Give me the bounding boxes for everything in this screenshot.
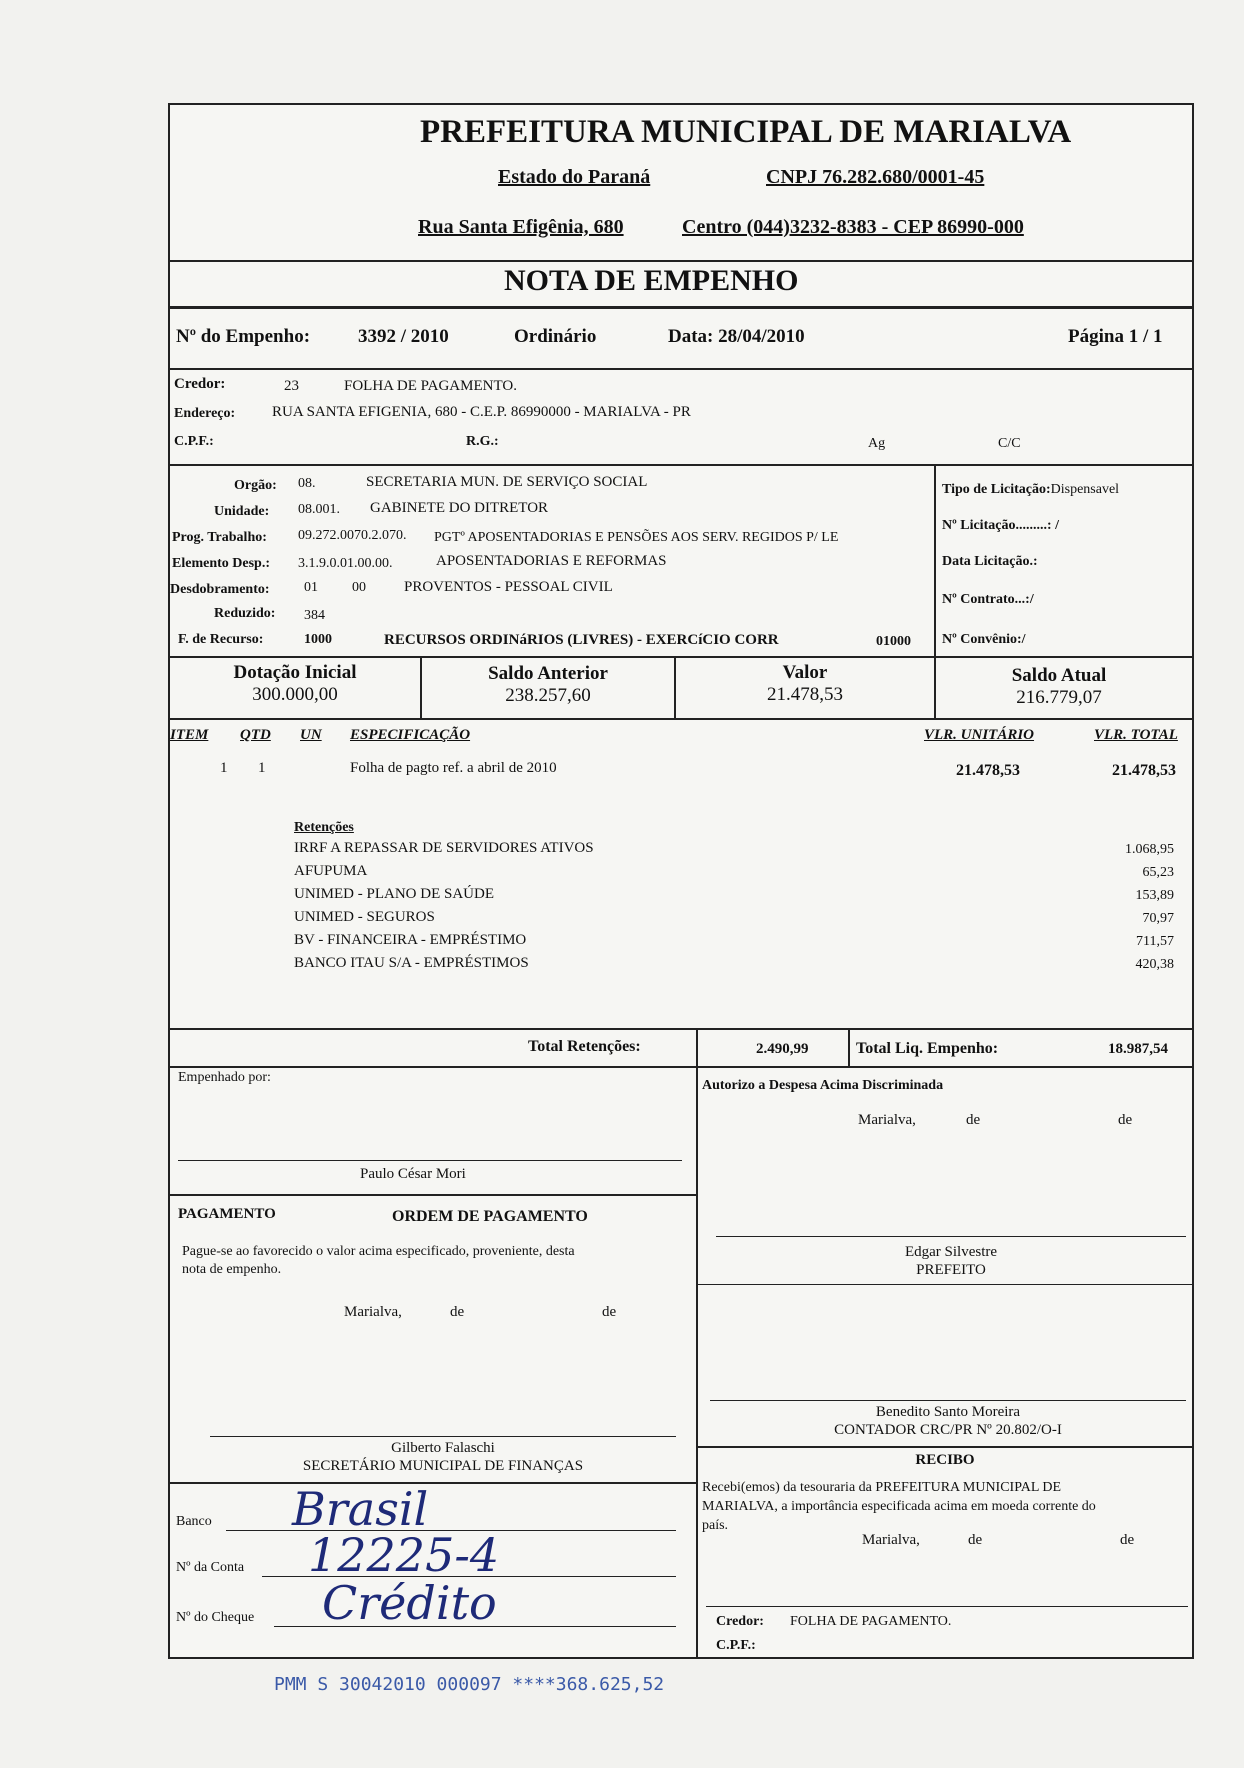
prog-name: PGTº APOSENTADORIAS E PENSÕES AOS SERV. REGIDOS P/ LE: [434, 530, 839, 545]
licitacao-number: Nº Licitação.........: /: [942, 518, 1059, 533]
col-un: UN: [300, 727, 322, 743]
recibo-line2: MARIALVA, a importância especificada acima em moeda corrente do: [702, 1499, 1096, 1514]
list-item: UNIMED - PLANO DE SAÚDE: [294, 886, 494, 902]
autorizo-de1: de: [966, 1112, 981, 1128]
banco-handwriting: Brasil: [292, 1482, 429, 1536]
col-unit-value: VLR. UNITÁRIO: [924, 727, 1035, 743]
recibo-de1: de: [968, 1532, 983, 1548]
unidade-code: 08.001.: [298, 502, 340, 517]
cheque-label: Nº do Cheque: [176, 1610, 255, 1625]
contract-number: Nº Contrato...:/: [942, 592, 1034, 607]
col-item: ITEM: [170, 727, 209, 743]
empenhado-label: Empenhado por:: [178, 1070, 271, 1085]
payment-stamp: PMM S 30042010 000097 ****368.625,52: [274, 1674, 665, 1695]
list-item-value: 420,38: [1135, 957, 1174, 972]
pague-text-line1: Pague-se ao favorecido o valor acima especificado, proveniente, desta: [182, 1244, 575, 1259]
list-item: AFUPUMA: [294, 863, 368, 879]
list-item: UNIMED - SEGUROS: [294, 909, 435, 925]
retencoes-title: Retenções: [294, 820, 354, 835]
empenho-number: 3392 / 2010: [358, 326, 449, 347]
total-liquido-value: 18.987,54: [1108, 1041, 1168, 1057]
orgao-name: SECRETARIA MUN. DE SERVIÇO SOCIAL: [366, 474, 648, 490]
list-item-value: 1.068,95: [1125, 842, 1174, 857]
secretario-name: Gilberto Falaschi: [391, 1440, 495, 1456]
total-box-saldo-atual: Saldo Atual 216.779,07: [1011, 665, 1107, 708]
col-total-value: VLR. TOTAL: [1094, 727, 1178, 743]
desdobramento-name: PROVENTOS - PESSOAL CIVIL: [404, 579, 613, 595]
conta-label: Nº da Conta: [176, 1560, 245, 1575]
state-label: Estado do Paraná: [498, 166, 651, 188]
recibo-city: Marialva,: [862, 1532, 920, 1548]
rg-label: R.G.:: [466, 434, 499, 449]
list-item: BANCO ITAU S/A - EMPRÉSTIMOS: [294, 955, 529, 971]
unidade-label: Unidade:: [214, 504, 270, 519]
reduzido-value: 384: [304, 608, 325, 623]
contador-name: Benedito Santo Moreira: [875, 1404, 1021, 1420]
list-item-value: 65,23: [1142, 865, 1174, 880]
desdobramento-code2: 00: [352, 580, 366, 595]
reduzido-label: Reduzido:: [214, 606, 276, 621]
pague-city: Marialva,: [344, 1304, 402, 1320]
empenho-number-label: Nº do Empenho:: [176, 326, 311, 347]
recibo-de2: de: [1120, 1532, 1135, 1548]
list-item: IRRF A REPASSAR DE SERVIDORES ATIVOS: [294, 840, 594, 856]
autorizo-label: Autorizo a Despesa Acima Discriminada: [702, 1078, 944, 1093]
col-qtd: QTD: [240, 727, 271, 743]
pague-de1: de: [450, 1304, 465, 1320]
unidade-name: GABINETE DO DITRETOR: [370, 500, 549, 516]
address-label: Endereço:: [174, 406, 236, 421]
cheque-handwriting: Crédito: [322, 1576, 497, 1630]
prefeito-name: Edgar Silvestre: [904, 1244, 998, 1260]
elemento-name: APOSENTADORIAS E REFORMAS: [436, 553, 667, 569]
autorizo-city: Marialva,: [858, 1112, 916, 1128]
recibo-title: RECIBO: [915, 1452, 975, 1468]
credor-address: RUA SANTA EFIGENIA, 680 - C.E.P. 86990000 - MARIALVA - PR: [272, 404, 691, 420]
conta-handwriting: 12225-4: [308, 1528, 500, 1582]
prefeito-title: PREFEITO: [916, 1262, 986, 1278]
municipality-title: PREFEITURA MUNICIPAL DE MARIALVA: [420, 114, 1072, 150]
desdobramento-code1: 01: [304, 580, 318, 595]
credor-code: 23: [284, 378, 299, 394]
empenhado-name: Paulo César Mori: [360, 1166, 466, 1182]
recurso-label: F. de Recurso:: [178, 632, 264, 647]
list-item-value: 711,57: [1136, 934, 1174, 949]
recurso-code: 1000: [304, 632, 332, 647]
autorizo-de2: de: [1118, 1112, 1133, 1128]
total-retencoes-label: Total Retenções:: [528, 1038, 641, 1055]
convenio-number: Nº Convênio:/: [942, 632, 1026, 647]
credor-label: Credor:: [174, 376, 226, 392]
prog-code: 09.272.0070.2.070.: [298, 528, 407, 543]
recurso-name: RECURSOS ORDINáRIOS (LIVRES) - EXERCíCIO CORR: [384, 632, 779, 648]
list-item-value: 153,89: [1135, 888, 1174, 903]
pague-de2: de: [602, 1304, 617, 1320]
empenho-type: Ordinário: [514, 326, 597, 347]
district-phone-cep: Centro (044)3232-8383 - CEP 86990-000: [682, 216, 1024, 238]
total-box-valor: Valor 21.478,53: [767, 662, 843, 705]
pagamento-label: PAGAMENTO: [178, 1206, 276, 1222]
street-address: Rua Santa Efigênia, 680: [418, 216, 624, 238]
list-item: BV - FINANCEIRA - EMPRÉSTIMO: [294, 932, 527, 948]
table-row: 1 1 Folha de pagto ref. a abril de 2010 21.478,53 21.478,53: [220, 760, 1176, 779]
elemento-label: Elemento Desp.:: [172, 556, 270, 571]
orgao-code: 08.: [298, 476, 316, 491]
total-box-dotacao: Dotação Inicial 300.000,00: [233, 662, 357, 705]
cnpj-label: CNPJ 76.282.680/0001-45: [766, 166, 985, 188]
col-spec: ESPECIFICAÇÃO: [350, 727, 471, 743]
banco-label: Banco: [176, 1514, 212, 1529]
prog-label: Prog. Trabalho:: [172, 530, 267, 545]
ordem-pagamento-label: ORDEM DE PAGAMENTO: [392, 1208, 588, 1225]
pague-text-line2: nota de empenho.: [182, 1262, 282, 1277]
cpf-label: C.P.F.:: [174, 434, 214, 449]
licitacao-date: Data Licitação.:: [942, 554, 1038, 569]
recurso-code2: 01000: [876, 634, 911, 649]
orgao-label: Orgão:: [234, 478, 277, 493]
list-item-value: 70,97: [1142, 911, 1174, 926]
recibo-credor-label: Credor:: [716, 1614, 764, 1629]
account-label: C/C: [998, 436, 1021, 451]
licitacao-type: Tipo de Licitação:Dispensavel: [942, 482, 1120, 497]
empenho-date: Data: 28/04/2010: [668, 326, 805, 347]
recibo-line1: Recebi(emos) da tesouraria da PREFEITURA MUNICIPAL DE: [702, 1480, 1062, 1495]
page-indicator: Página 1 / 1: [1068, 326, 1163, 347]
total-box-saldo-anterior: Saldo Anterior 238.257,60: [488, 663, 608, 706]
elemento-code: 3.1.9.0.01.00.00.: [298, 556, 393, 571]
total-liquido-label: Total Liq. Empenho:: [856, 1040, 999, 1057]
contador-title: CONTADOR CRC/PR Nº 20.802/O-I: [834, 1422, 1062, 1438]
desdobramento-label: Desdobramento:: [170, 582, 270, 597]
total-retencoes-value: 2.490,99: [756, 1041, 809, 1057]
recibo-line3: país.: [702, 1518, 729, 1533]
secretario-title: SECRETÁRIO MUNICIPAL DE FINANÇAS: [302, 1458, 584, 1474]
agency-label: Ag: [868, 436, 886, 451]
recibo-credor-name: FOLHA DE PAGAMENTO.: [790, 1614, 952, 1629]
recibo-cpf-label: C.P.F.:: [716, 1638, 756, 1653]
credor-name: FOLHA DE PAGAMENTO.: [344, 378, 517, 394]
document-title: NOTA DE EMPENHO: [504, 264, 799, 297]
